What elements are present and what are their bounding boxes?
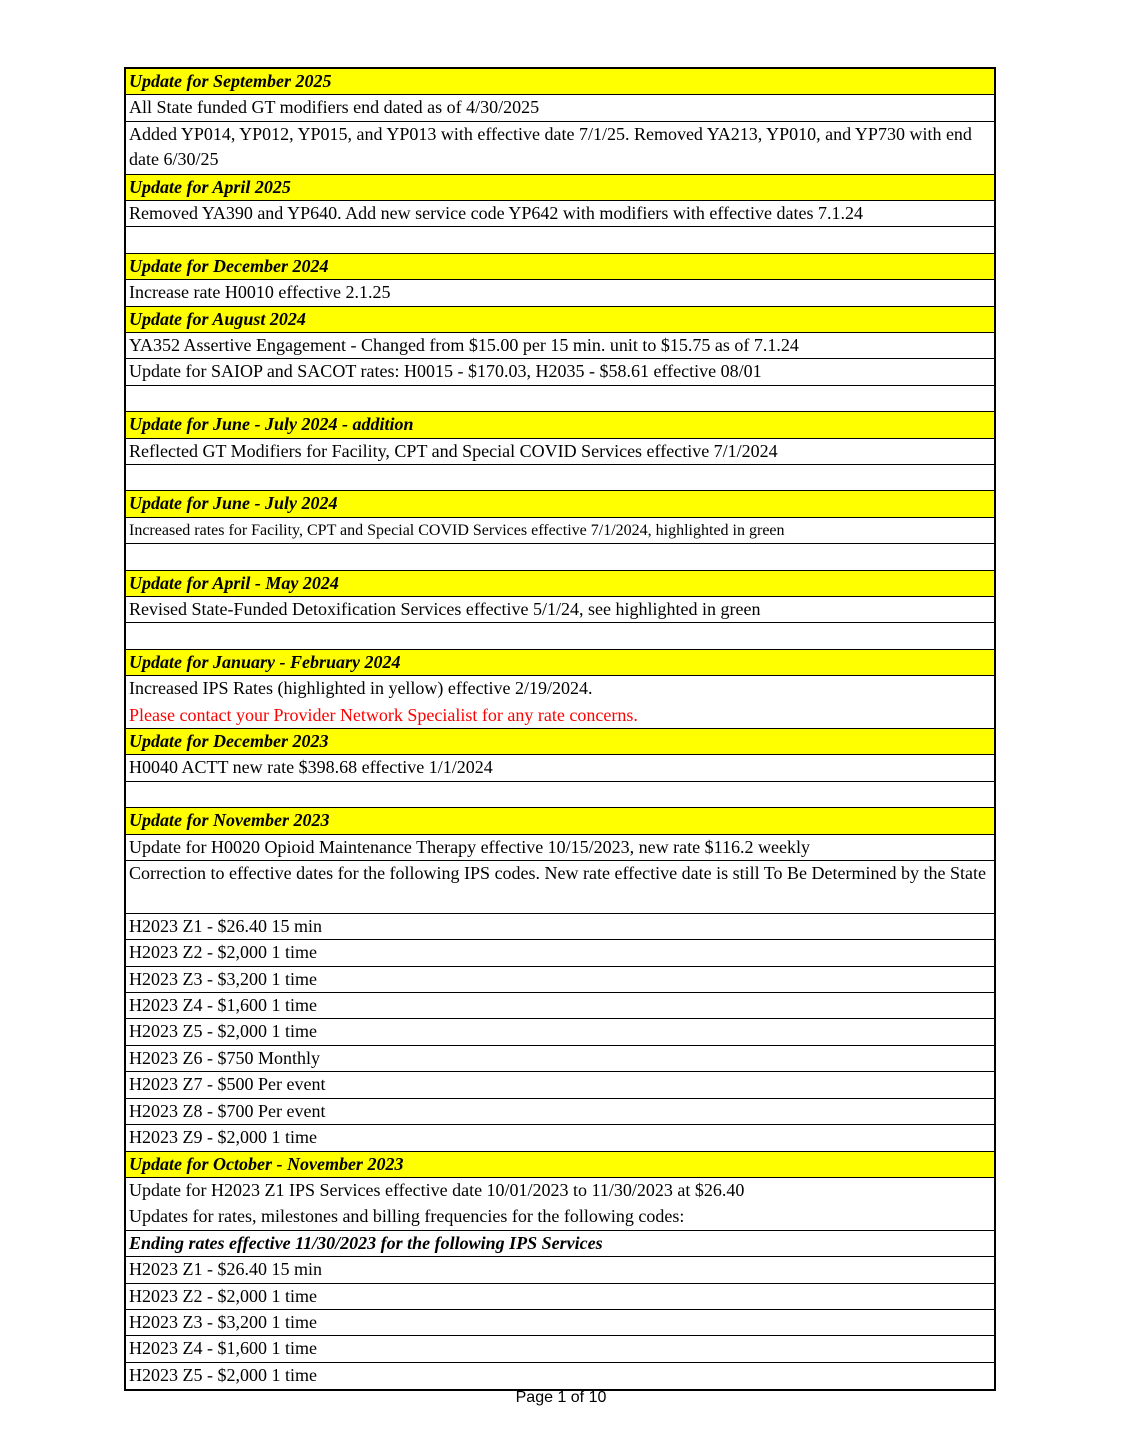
- section-header: Update for December 2024: [126, 254, 994, 280]
- table-row: H2023 Z5 - $2,000 1 time: [129, 1364, 317, 1385]
- table-row: H2023 Z3 - $3,200 1 time: [126, 1310, 994, 1336]
- blank-row: [126, 465, 994, 491]
- table-row: Increase rate H0010 effective 2.1.25: [126, 280, 994, 306]
- blank-row: [126, 386, 994, 412]
- table-row: H0040 ACTT new rate $398.68 effective 1/1/2024: [126, 755, 994, 781]
- table-row: Removed YA390 and YP640. Add new service code YP642 with modifiers with effective dates 7.1.24: [126, 201, 994, 227]
- section-header: Update for September 2025: [126, 69, 994, 95]
- blank-row: [126, 227, 994, 253]
- table-row: H2023 Z6 - $750 Monthly: [126, 1046, 994, 1072]
- table-row: YA352 Assertive Engagement - Changed from $15.00 per 15 min. unit to $15.75 as of 7.1.24: [126, 333, 994, 359]
- table-row: Increased IPS Rates (highlighted in yellow) effective 2/19/2024.: [129, 678, 593, 699]
- table-row: Correction to effective dates for the following IPS codes. New rate effective date is still To Be Determined by the State: [126, 861, 994, 914]
- section-header: Update for April 2025: [126, 175, 994, 201]
- section-header: Update for April - May 2024: [126, 571, 994, 597]
- section-header: Update for August 2024: [126, 307, 994, 333]
- blank-row: [126, 782, 994, 808]
- table-row: Update for SAIOP and SACOT rates: H0015 - $170.03, H2035 - $58.61 effective 08/01: [126, 359, 994, 385]
- section-header: Update for June - July 2024 - addition: [126, 412, 994, 438]
- table-row: H2023 Z7 - $500 Per event: [126, 1072, 994, 1098]
- blank-row: [126, 544, 994, 570]
- table-row: H2023 Z9 - $2,000 1 time: [126, 1125, 994, 1151]
- table-row: H2023 Z1 - $26.40 15 min: [126, 1257, 994, 1283]
- section-header: Update for October - November 2023: [126, 1152, 994, 1178]
- table-row: Update for H0020 Opioid Maintenance Therapy effective 10/15/2023, new rate $116.2 weekly: [126, 835, 994, 861]
- table-row: Increased rates for Facility, CPT and Special COVID Services effective 7/1/2024, highlighted in green: [126, 518, 994, 544]
- section-subheader: Ending rates effective 11/30/2023 for the following IPS Services: [126, 1231, 994, 1257]
- table-row: Updates for rates, milestones and billing frequencies for the following codes:: [126, 1204, 994, 1230]
- table-row: H2023 Z4 - $1,600 1 time: [126, 1336, 994, 1362]
- table-row: Added YP014, YP012, YP015, and YP013 with effective date 7/1/25. Removed YA213, YP010, and YP730 with end date 6/30/25: [126, 122, 994, 175]
- table-row: Update for H2023 Z1 IPS Services effective date 10/01/2023 to 11/30/2023 at $26.40: [129, 1179, 745, 1200]
- blank-row: [126, 623, 994, 649]
- table-row: Reflected GT Modifiers for Facility, CPT and Special COVID Services effective 7/1/2024: [126, 439, 994, 465]
- table-row: All State funded GT modifiers end dated as of 4/30/2025: [126, 95, 994, 121]
- table-row: H2023 Z8 - $700 Per event: [126, 1099, 994, 1125]
- section-header: Update for June - July 2024: [126, 491, 994, 517]
- table-row: H2023 Z1 - $26.40 15 min: [126, 914, 994, 940]
- table-row: H2023 Z2 - $2,000 1 time: [126, 940, 994, 966]
- section-header: Update for November 2023: [126, 808, 994, 834]
- section-header: Update for January - February 2024: [126, 650, 994, 676]
- contact-notice: Please contact your Provider Network Specialist for any rate concerns.: [126, 703, 994, 729]
- table-row: H2023 Z2 - $2,000 1 time: [126, 1284, 994, 1310]
- rate-updates-table: [124, 67, 996, 1391]
- page-number: Page 1 of 10: [515, 1389, 607, 1406]
- section-header: Update for December 2023: [126, 729, 994, 755]
- table-row: H2023 Z4 - $1,600 1 time: [126, 993, 994, 1019]
- table-row: H2023 Z3 - $3,200 1 time: [126, 967, 994, 993]
- table-row: H2023 Z5 - $2,000 1 time: [126, 1019, 994, 1045]
- table-row: Revised State-Funded Detoxification Services effective 5/1/24, see highlighted in green: [126, 597, 994, 623]
